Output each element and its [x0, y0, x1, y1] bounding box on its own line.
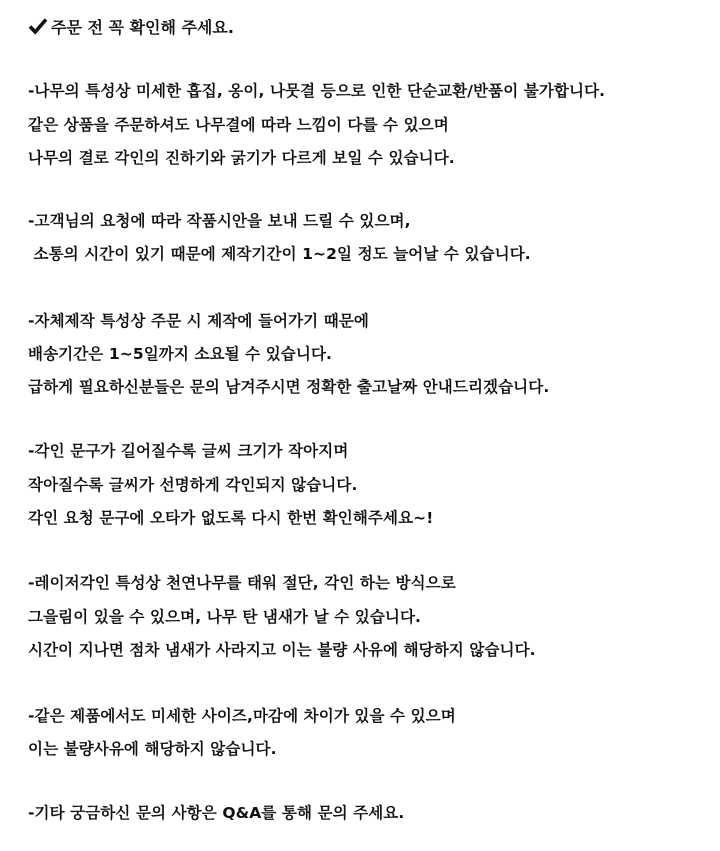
notice-title — [28, 14, 234, 38]
notice-line: 그을림이 있을 수 있으며, 나무 탄 냄새가 날 수 있습니다. — [28, 608, 422, 626]
notice-line: -레이저각인 특성상 천연나무를 태워 절단, 각인 하는 방식으로 — [28, 574, 456, 592]
notice-line: 배송기간은 1~5일까지 소요될 수 있습니다. — [28, 345, 332, 363]
notice-line: 급하게 필요하신분들은 문의 남겨주시면 정확한 출고날짜 안내드리겠습니다. — [28, 378, 550, 396]
notice-line: 이는 불량사유에 해당하지 않습니다. — [28, 740, 277, 758]
notice-line: -각인 문구가 길어질수록 글씨 크기가 작아지며 — [28, 442, 349, 460]
notice-line: -자체제작 특성상 주문 시 제작에 들어가기 때문에 — [28, 312, 369, 330]
notice-line: -기타 궁금하신 문의 사항은 Q&A를 통해 문의 주세요. — [28, 804, 405, 822]
notice-line: 시간이 지나면 점차 냄새가 사라지고 이는 불량 사유에 해당하지 않습니다. — [28, 641, 536, 659]
checkmark-icon — [28, 16, 48, 36]
notice-line: 같은 상품을 주문하셔도 나무결에 따라 느낌이 다를 수 있으며 — [28, 116, 449, 134]
notice-line: 나무의 결로 각인의 진하기와 굵기가 다르게 보일 수 있습니다. — [28, 149, 455, 167]
notice-line: -고객님의 요청에 따라 작품시안을 보내 드릴 수 있으며, — [28, 212, 411, 230]
notice-line: 소통의 시간이 있기 때문에 제작기간이 1~2일 정도 늘어날 수 있습니다. — [28, 245, 531, 263]
notice-line: 작아질수록 글씨가 선명하게 각인되지 않습니다. — [28, 476, 358, 494]
notice-line: 각인 요청 문구에 오타가 없도록 다시 한번 확인해주세요~! — [28, 509, 434, 527]
notice-title-text: 주문 전 꼭 확인해 주세요. — [51, 17, 234, 37]
notice-line: -나무의 특성상 미세한 흡집, 옹이, 나뭇결 등으로 인한 단순교환/반품이 불가합니다. — [28, 82, 606, 100]
notice-line: -같은 제품에서도 미세한 사이즈,마감에 차이가 있을 수 있으며 — [28, 707, 456, 725]
